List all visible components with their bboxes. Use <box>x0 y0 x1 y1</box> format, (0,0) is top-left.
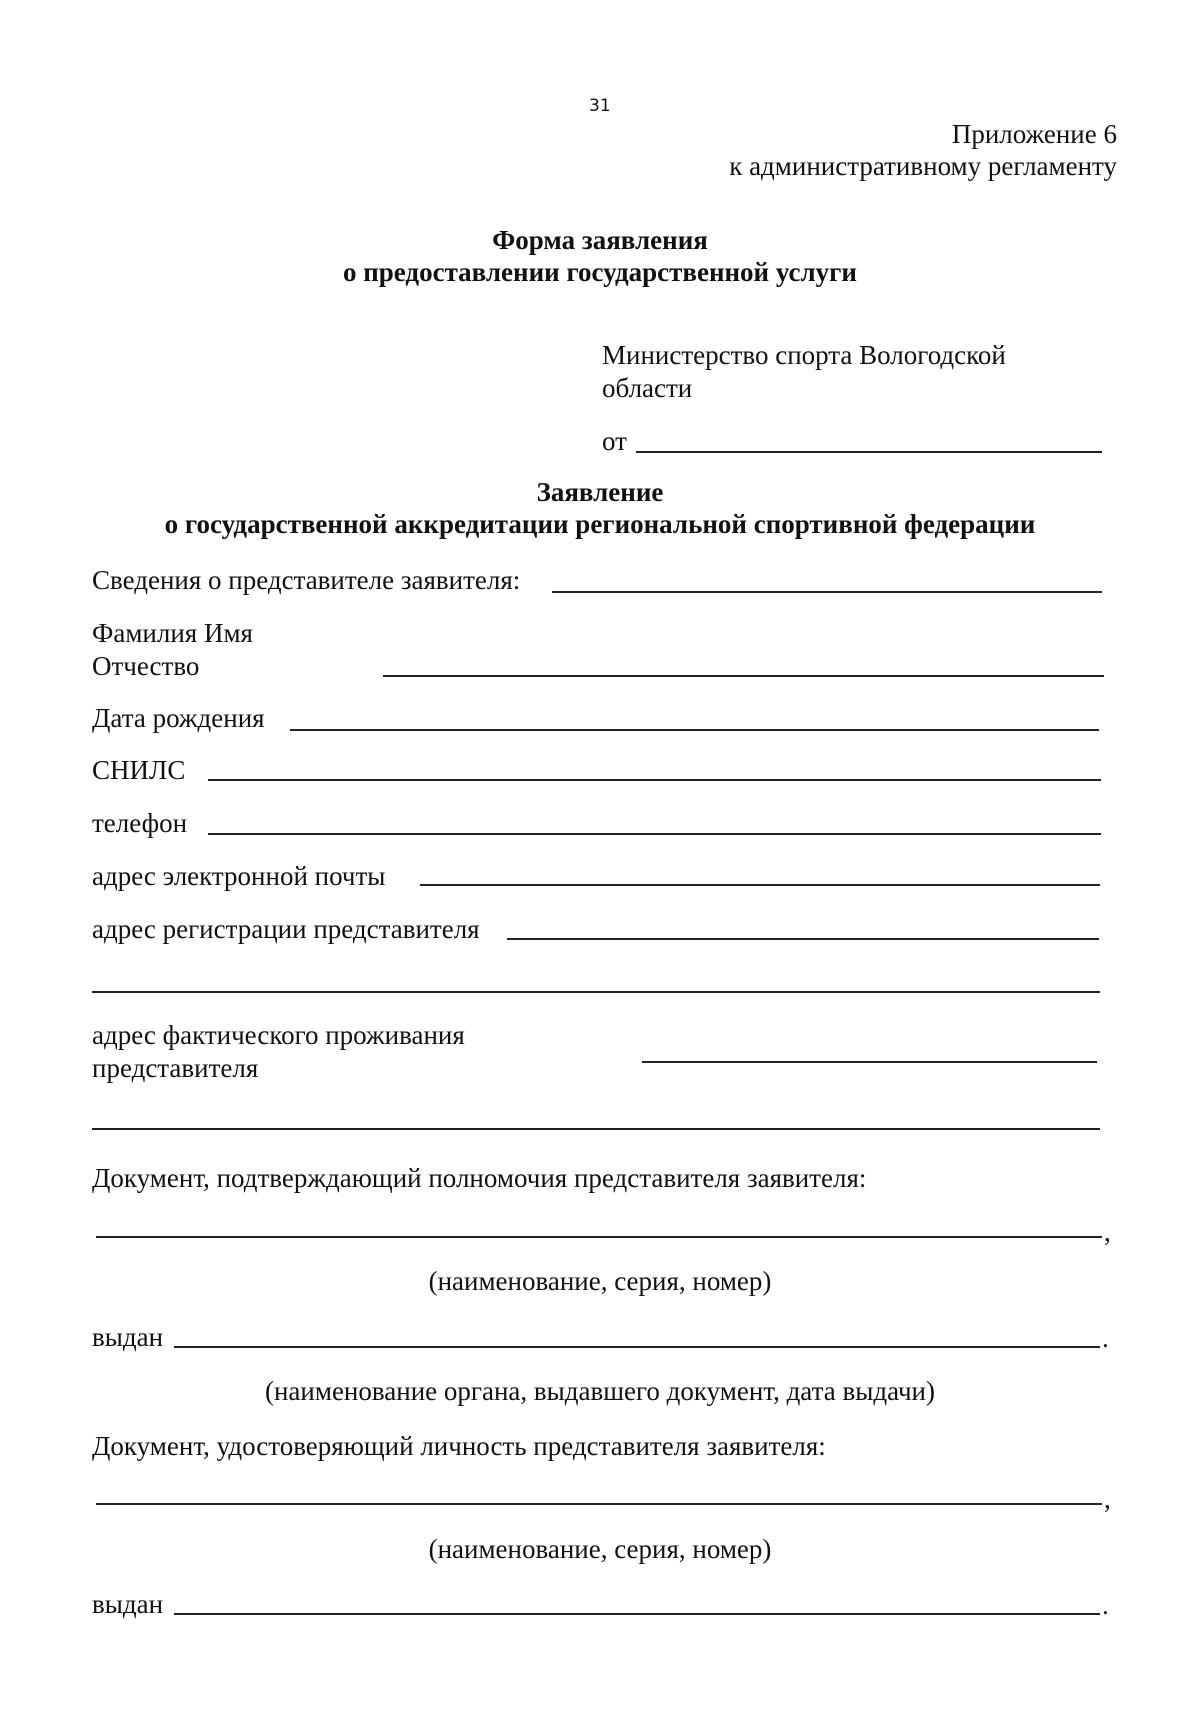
authority-issued-label: выдан <box>92 1322 164 1352</box>
identity-doc-caption: (наименование, серия, номер) <box>428 1534 772 1564</box>
patronymic-label: Отчество <box>92 651 200 681</box>
birth-date-label: Дата рождения <box>92 703 265 733</box>
form-title: Форма заявления <box>492 225 708 255</box>
phone-label: телефон <box>92 808 188 838</box>
email-line[interactable] <box>420 884 1100 886</box>
snils-line[interactable] <box>208 779 1101 781</box>
actual-address-line-2[interactable] <box>92 1128 1100 1130</box>
appendix-regulation: к административному регламенту <box>729 151 1117 181</box>
identity-issued-period: . <box>1102 1590 1109 1620</box>
from-label: от <box>602 426 627 456</box>
authority-doc-heading: Документ, подтверждающий полномочия представителя заявителя: <box>92 1163 867 1193</box>
representative-info-line[interactable] <box>552 591 1102 593</box>
phone-line[interactable] <box>208 833 1101 835</box>
authority-issued-period: . <box>1102 1323 1109 1353</box>
authority-doc-comma: , <box>1104 1217 1111 1247</box>
authority-issued-caption: (наименование органа, выдавшего документ, дата выдачи) <box>264 1376 936 1406</box>
email-label: адрес электронной почты <box>92 861 386 891</box>
authority-doc-caption: (наименование, серия, номер) <box>428 1266 772 1296</box>
identity-doc-comma: , <box>1104 1484 1111 1514</box>
page-number: 31 <box>589 96 611 116</box>
application-title: Заявление <box>536 477 664 507</box>
authority-doc-line[interactable] <box>96 1236 1102 1238</box>
full-name-label: Фамилия Имя <box>92 618 253 648</box>
snils-label: СНИЛС <box>92 755 186 785</box>
from-field-line[interactable] <box>636 451 1102 453</box>
actual-address-label: адрес фактического проживания <box>92 1020 465 1050</box>
identity-doc-heading: Документ, удостоверяющий личность представителя заявителя: <box>92 1431 826 1461</box>
registration-address-label: адрес регистрации представителя <box>92 914 480 944</box>
identity-issued-label: выдан <box>92 1589 164 1619</box>
birth-date-line[interactable] <box>290 729 1099 731</box>
appendix-number: Приложение 6 <box>951 119 1117 149</box>
form-subtitle: о предоставлении государственной услуги <box>342 257 857 287</box>
identity-doc-line[interactable] <box>96 1503 1102 1505</box>
addressee-ministry: Министерство спорта Вологодской <box>602 340 1006 370</box>
actual-address-line[interactable] <box>642 1061 1097 1063</box>
representative-info-label: Сведения о представителе заявителя: <box>92 565 521 595</box>
full-name-line[interactable] <box>383 675 1104 677</box>
actual-address-label-2: представителя <box>92 1053 259 1083</box>
application-subject: о государственной аккредитации региональной спортивной федерации <box>164 509 1036 539</box>
authority-issued-line[interactable] <box>174 1346 1100 1348</box>
registration-address-line[interactable] <box>507 938 1099 940</box>
registration-address-line-2[interactable] <box>92 991 1100 993</box>
addressee-region: области <box>602 373 693 403</box>
identity-issued-line[interactable] <box>174 1613 1100 1615</box>
